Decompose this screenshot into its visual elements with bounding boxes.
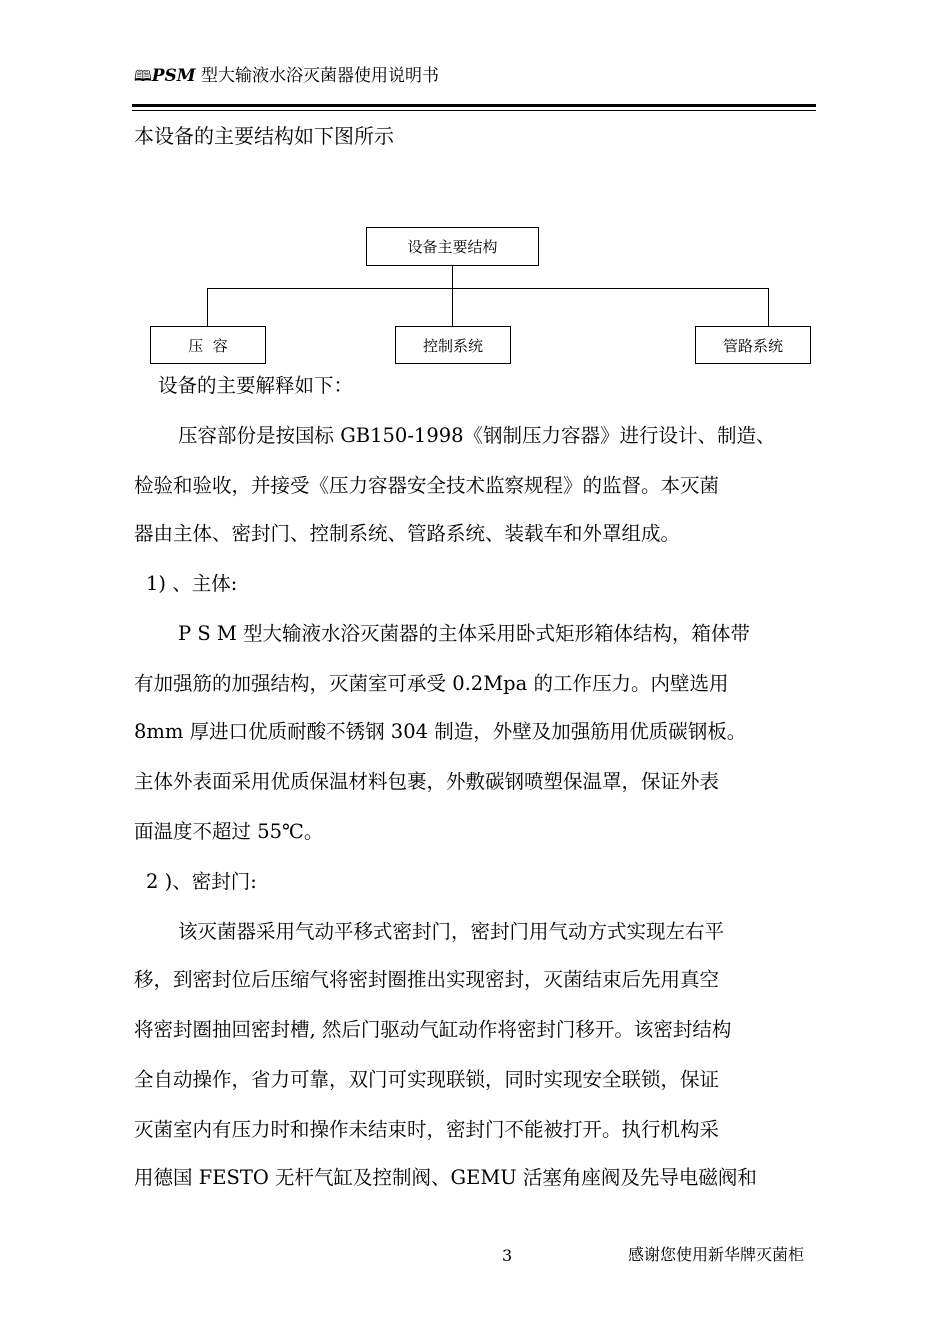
intro-text: 本设备的主要结构如下图所示 [134, 124, 394, 148]
diagram-stem [452, 266, 453, 289]
explain-heading: 设备的主要解释如下： [158, 374, 354, 397]
page-number: 3 [502, 1246, 513, 1265]
diagram-crossbar [207, 288, 769, 289]
paragraph-line: 有加强筋的加强结构，灭菌室可承受 0.2Mpa 的工作压力。内壁选用 [134, 672, 729, 695]
header-title: 型大输液水浴灭菌器使用说明书 [195, 66, 439, 86]
book-icon: 🕮 [134, 67, 152, 85]
diagram-root-box: 设备主要结构 [366, 227, 539, 266]
paragraph-line: 移，到密封位后压缩气将密封圈推出实现密封，灭菌结束后先用真空 [134, 968, 720, 991]
section-heading-sealing-door: 2 )、密封门: [146, 870, 257, 893]
paragraph-line: 面温度不超过 55℃。 [134, 820, 324, 843]
diagram-branch-center [452, 288, 453, 326]
header-rule-thin [132, 110, 816, 111]
diagram-node-control-system: 控制系统 [395, 326, 511, 364]
diagram-branch-left [207, 288, 208, 326]
paragraph-line: 全自动操作，省力可靠，双门可实现联锁，同时实现安全联锁，保证 [134, 1068, 720, 1091]
paragraph-line: 器由主体、密封门、控制系统、管路系统、装载车和外罩组成。 [134, 522, 681, 545]
footer-slogan: 感谢您使用新华牌灭菌柜 [628, 1245, 805, 1264]
header-brand: PSM [151, 66, 196, 86]
paragraph-line: 检验和验收，并接受《压力容器安全技术监察规程》的监督。本灭菌 [134, 474, 720, 497]
paragraph-line: 主体外表面采用优质保温材料包裹，外敷碳钢喷塑保温罩，保证外表 [134, 770, 720, 793]
paragraph-line: 将密封圈抽回密封槽, 然后门驱动气缸动作将密封门移开。该密封结构 [134, 1018, 732, 1041]
paragraph-line: 压容部份是按国标 GB150-1998《钢制压力容器》进行设计、制造、 [178, 424, 776, 447]
header-rule-thick [132, 104, 816, 107]
paragraph-line: 用德国 FESTO 无杆气缸及控制阀、GEMU 活塞角座阀及先导电磁阀和 [134, 1166, 757, 1189]
diagram-branch-right [768, 288, 769, 326]
document-header [134, 66, 439, 86]
diagram-node-pressure-vessel: 压 容 [150, 326, 266, 364]
paragraph-line: 该灭菌器采用气动平移式密封门，密封门用气动方式实现左右平 [178, 920, 725, 943]
paragraph-line: P S M 型大输液水浴灭菌器的主体采用卧式矩形箱体结构，箱体带 [178, 622, 751, 645]
paragraph-line: 8mm 厚进口优质耐酸不锈钢 304 制造，外壁及加强筋用优质碳钢板。 [134, 720, 747, 743]
section-heading-main-body: 1) 、主体: [146, 572, 238, 595]
paragraph-line: 灭菌室内有压力时和操作未结束时，密封门不能被打开。执行机构采 [134, 1118, 720, 1141]
diagram-node-piping-system: 管路系统 [695, 326, 811, 364]
